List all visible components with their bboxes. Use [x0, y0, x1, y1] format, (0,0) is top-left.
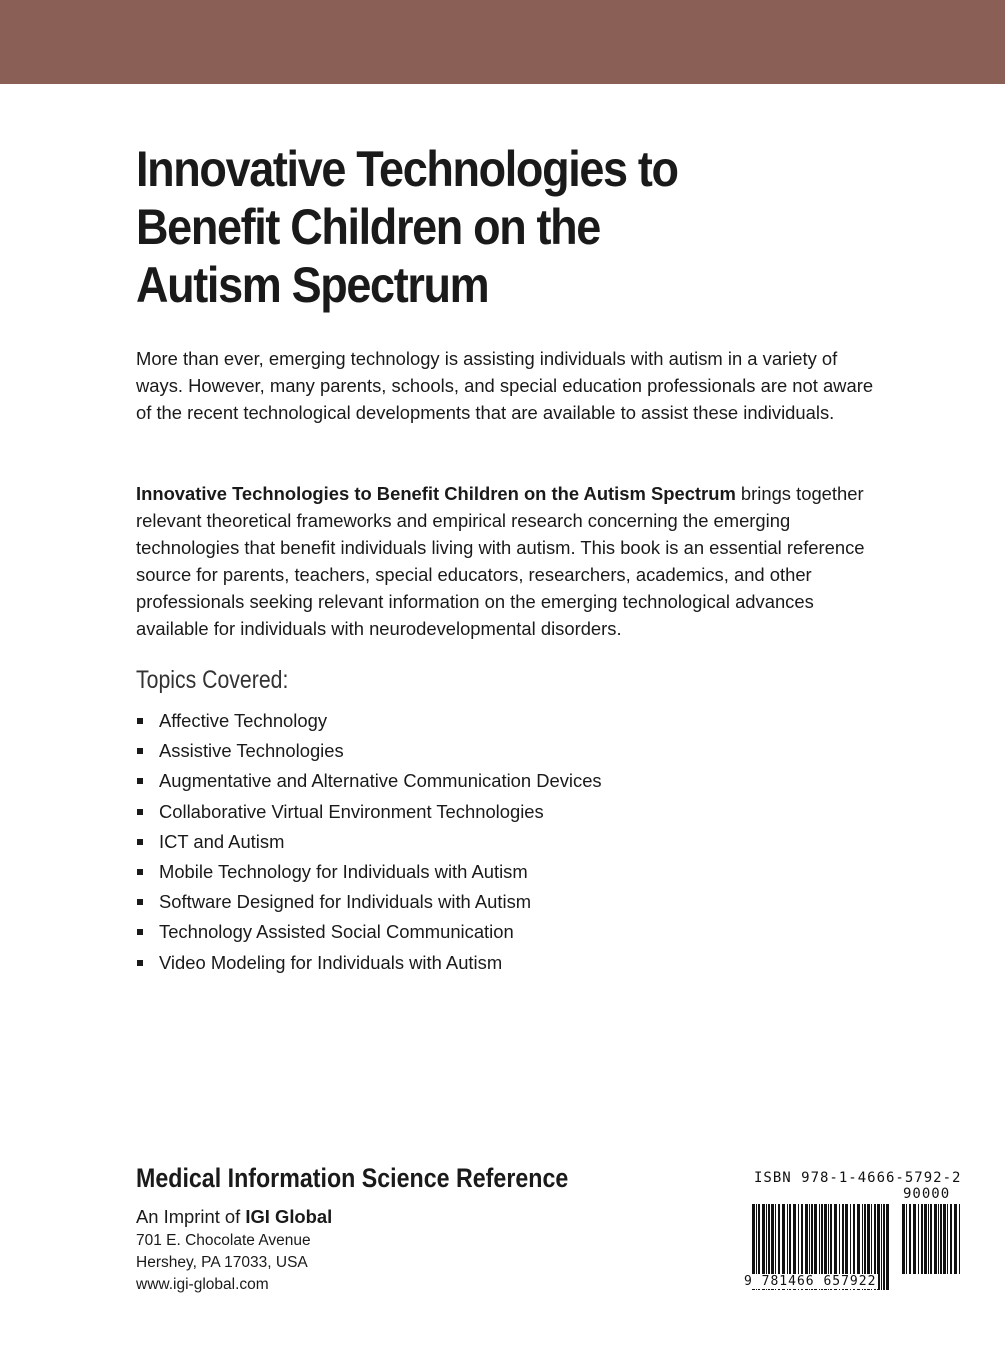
barcode-addon-number: 90000 — [903, 1186, 951, 1202]
book-title-line-1: Innovative Technologies to — [136, 141, 678, 197]
topic-label: Affective Technology — [159, 710, 328, 731]
barcode-bar — [928, 1204, 929, 1274]
topic-label: Video Modeling for Individuals with Autism — [159, 951, 503, 973]
book-title-line-2: Benefit Children on the — [136, 199, 600, 255]
barcode-digits: 9 781466 657922 — [744, 1274, 877, 1289]
barcode-bar — [934, 1204, 937, 1274]
topic-item — [136, 887, 602, 917]
barcode-bar — [921, 1204, 923, 1274]
address-line-1: 701 E. Chocolate Avenue — [136, 1232, 311, 1249]
imprint-prefix: An Imprint of — [136, 1206, 246, 1227]
book-title-inline: Innovative Technologies to Benefit Children on the Autism Spectrum — [136, 483, 736, 504]
bullet-square-icon — [137, 869, 143, 875]
barcode-addon-bars — [902, 1204, 960, 1274]
barcode-bar — [947, 1204, 948, 1274]
barcode-bar — [938, 1204, 939, 1274]
topics-heading: Topics Covered: — [136, 666, 289, 694]
isbn-barcode — [740, 1170, 965, 1300]
description-paragraph-1: More than ever, emerging technology is assisting individuals with autism in a variety of ways. However, many parents, schools, and special education professionals are not aware of the recent technological developments that are available to assist these individuals. — [136, 348, 874, 423]
bullet-square-icon — [137, 809, 143, 815]
publisher-website: www.igi-global.com — [136, 1276, 269, 1293]
barcode-bar — [918, 1204, 919, 1274]
topic-label: Software Designed for Individuals with Autism — [159, 891, 532, 913]
publisher-name: IGI Global — [245, 1206, 333, 1227]
bullet-square-icon — [137, 899, 143, 905]
barcode-bar — [943, 1204, 946, 1274]
topic-item — [136, 917, 602, 947]
bullet-square-icon — [137, 778, 143, 784]
barcode-bar — [913, 1204, 916, 1274]
topic-label: Technology Assisted Social Communication — [159, 921, 514, 943]
barcode-bar — [902, 1204, 905, 1274]
barcode-bar — [959, 1204, 960, 1274]
barcode-bar — [924, 1204, 927, 1274]
description-paragraph-2-text: brings together relevant theoretical frameworks and empirical research concerning the emerging technologies that benefit individuals living with autism. This book is an essential reference source for parents, teachers, special educators, researchers, academics, and other professionals seeking relevant information on the emerging technological advances available for individuals with neurodevelopmental disorders. — [136, 483, 865, 639]
bullet-square-icon — [137, 839, 143, 845]
barcode-bar — [950, 1204, 952, 1274]
topic-item — [136, 948, 602, 978]
barcode-bar — [883, 1204, 885, 1290]
topic-label: Augmentative and Alternative Communication Devices — [159, 770, 602, 792]
topic-label: Collaborative Virtual Environment Technologies — [159, 800, 544, 822]
barcode-bar — [930, 1204, 932, 1274]
description-paragraph-2 — [136, 480, 876, 642]
book-title-line-3: Autism Spectrum — [136, 257, 489, 313]
topic-item — [136, 827, 602, 857]
bullet-square-icon — [137, 718, 143, 724]
barcode-bar — [906, 1204, 907, 1274]
topic-item — [136, 857, 602, 887]
topic-item — [136, 766, 602, 796]
series-name: Medical Information Science Reference — [136, 1163, 569, 1193]
barcode-bar — [881, 1204, 882, 1290]
barcode-bar — [909, 1204, 911, 1274]
top-color-band — [0, 0, 1005, 84]
address-line-2: Hershey, PA 17033, USA — [136, 1254, 308, 1271]
topic-label: ICT and Autism — [159, 830, 285, 852]
book-title — [136, 140, 820, 314]
topic-item — [136, 797, 602, 827]
bullet-square-icon — [137, 960, 143, 966]
topic-item — [136, 736, 602, 766]
bullet-square-icon — [137, 929, 143, 935]
barcode-bar — [940, 1204, 942, 1274]
barcode-bar — [886, 1204, 889, 1290]
barcode-bar — [954, 1204, 957, 1274]
imprint-line — [136, 1206, 332, 1228]
topic-item — [136, 706, 602, 736]
bullet-square-icon — [137, 748, 143, 754]
topic-label: Mobile Technology for Individuals with Autism — [159, 860, 528, 882]
topics-list — [136, 706, 602, 978]
isbn-number: ISBN 978-1-4666-5792-2 — [754, 1170, 962, 1186]
topic-label: Assistive Technologies — [159, 740, 344, 762]
